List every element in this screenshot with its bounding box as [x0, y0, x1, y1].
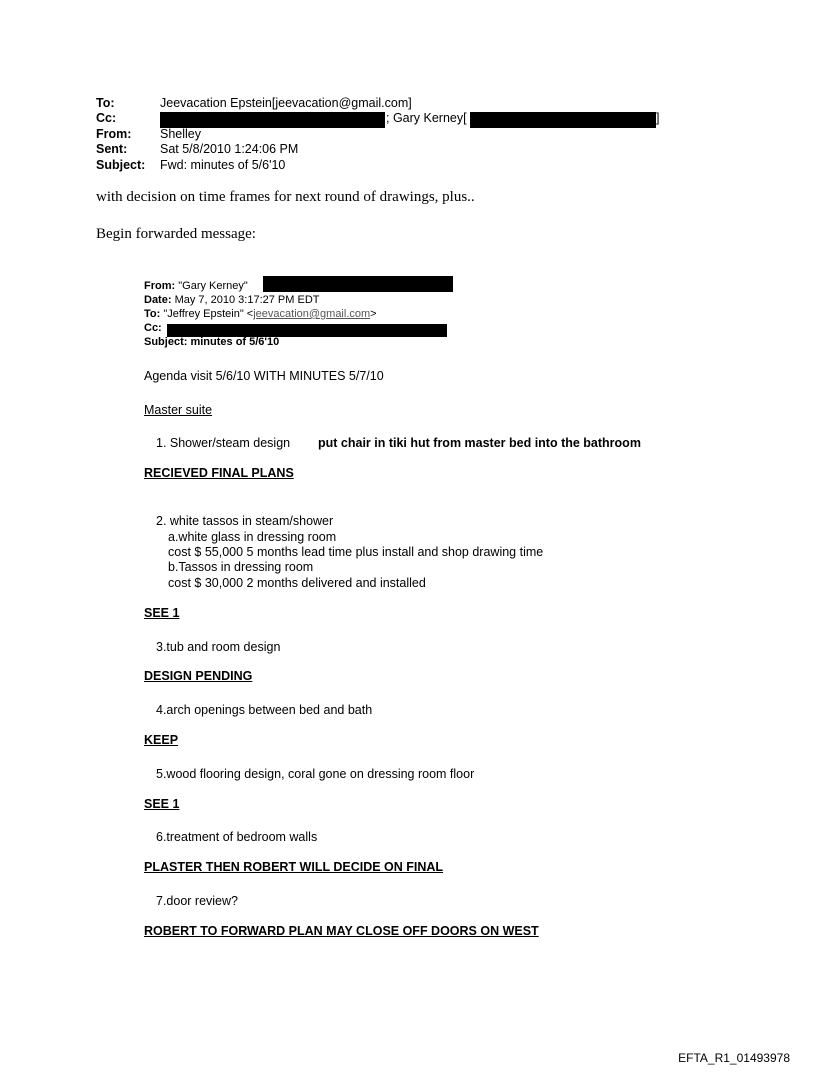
fwd-to-value-post: > [370, 308, 377, 320]
fwd-date-value: May 7, 2010 3:17:27 PM EDT [174, 294, 320, 306]
heading-3: DESIGN PENDING [144, 669, 253, 683]
fwd-subject-line [144, 336, 279, 348]
item-6: 6.treatment of bedroom walls [156, 830, 318, 844]
fwd-to-email-link[interactable]: jeevacation@gmail.com [253, 308, 371, 320]
fwd-from-value: "Gary Kerney" [178, 280, 248, 292]
item-2b-cost: cost $ 30,000 2 months delivered and installed [168, 576, 426, 590]
subject-value: Fwd: minutes of 5/6'10 [160, 158, 286, 172]
cc-value: ; Gary Kerney[ [386, 111, 467, 125]
agenda-title: Agenda visit 5/6/10 WITH MINUTES 5/7/10 [144, 369, 384, 383]
item-2a-cost: cost $ 55,000 5 months lead time plus install and shop drawing time [168, 545, 544, 559]
document-id: EFTA_R1_01493978 [678, 1051, 790, 1065]
fwd-from-label: From: [144, 280, 176, 292]
section-title: Master suite [144, 403, 213, 417]
item-2b: b.Tassos in dressing room [168, 560, 314, 574]
sent-value: Sat 5/8/2010 1:24:06 PM [160, 142, 299, 156]
cc-label: Cc: [96, 111, 117, 125]
item-7: 7.door review? [156, 894, 238, 908]
item-5: 5.wood flooring design, coral gone on dressing room floor [156, 767, 475, 781]
from-label: From: [96, 127, 132, 141]
to-label: To: [96, 96, 115, 110]
cc-redaction-1 [160, 112, 385, 128]
item-2: 2. white tassos in steam/shower [156, 514, 334, 528]
fwd-date-line [144, 294, 320, 306]
item-3: 3.tub and room design [156, 640, 281, 654]
heading-6: PLASTER THEN ROBERT WILL DECIDE ON FINAL [144, 860, 444, 874]
to-value: Jeevacation Epstein[jeevacation@gmail.com] [160, 96, 412, 110]
from-value: Shelley [160, 127, 201, 141]
begin-forwarded: Begin forwarded message: [96, 226, 256, 242]
item-4: 4.arch openings between bed and bath [156, 703, 373, 717]
intro-text: with decision on time frames for next round of drawings, plus.. [96, 189, 475, 205]
fwd-date-label: Date: [144, 294, 172, 306]
fwd-subject-label: Subject: [144, 336, 188, 348]
item-2a: a.white glass in dressing room [168, 530, 337, 544]
fwd-to-value-pre: "Jeffrey Epstein" < [163, 308, 254, 320]
fwd-subject-value: minutes of 5/6'10 [190, 336, 280, 348]
fwd-from-line [144, 280, 248, 292]
fwd-from-redaction [263, 276, 453, 292]
sent-label: Sent: [96, 142, 128, 156]
fwd-cc-line [144, 322, 162, 334]
heading-7: ROBERT TO FORWARD PLAN MAY CLOSE OFF DOORS ON WEST [144, 924, 539, 938]
fwd-to-label: To: [144, 308, 161, 320]
heading-5: SEE 1 [144, 797, 180, 811]
subject-label: Subject: [96, 158, 146, 172]
fwd-to-line [144, 308, 377, 320]
item-1-note: put chair in tiki hut from master bed into the bathroom [318, 436, 641, 450]
heading-4: KEEP [144, 733, 179, 747]
heading-1: RECIEVED FINAL PLANS [144, 466, 294, 480]
cc-redaction-2 [470, 112, 656, 128]
heading-2: SEE 1 [144, 606, 180, 620]
cc-end: ] [656, 111, 660, 125]
fwd-cc-label: Cc: [144, 322, 162, 334]
item-1: 1. Shower/steam design [156, 436, 291, 450]
